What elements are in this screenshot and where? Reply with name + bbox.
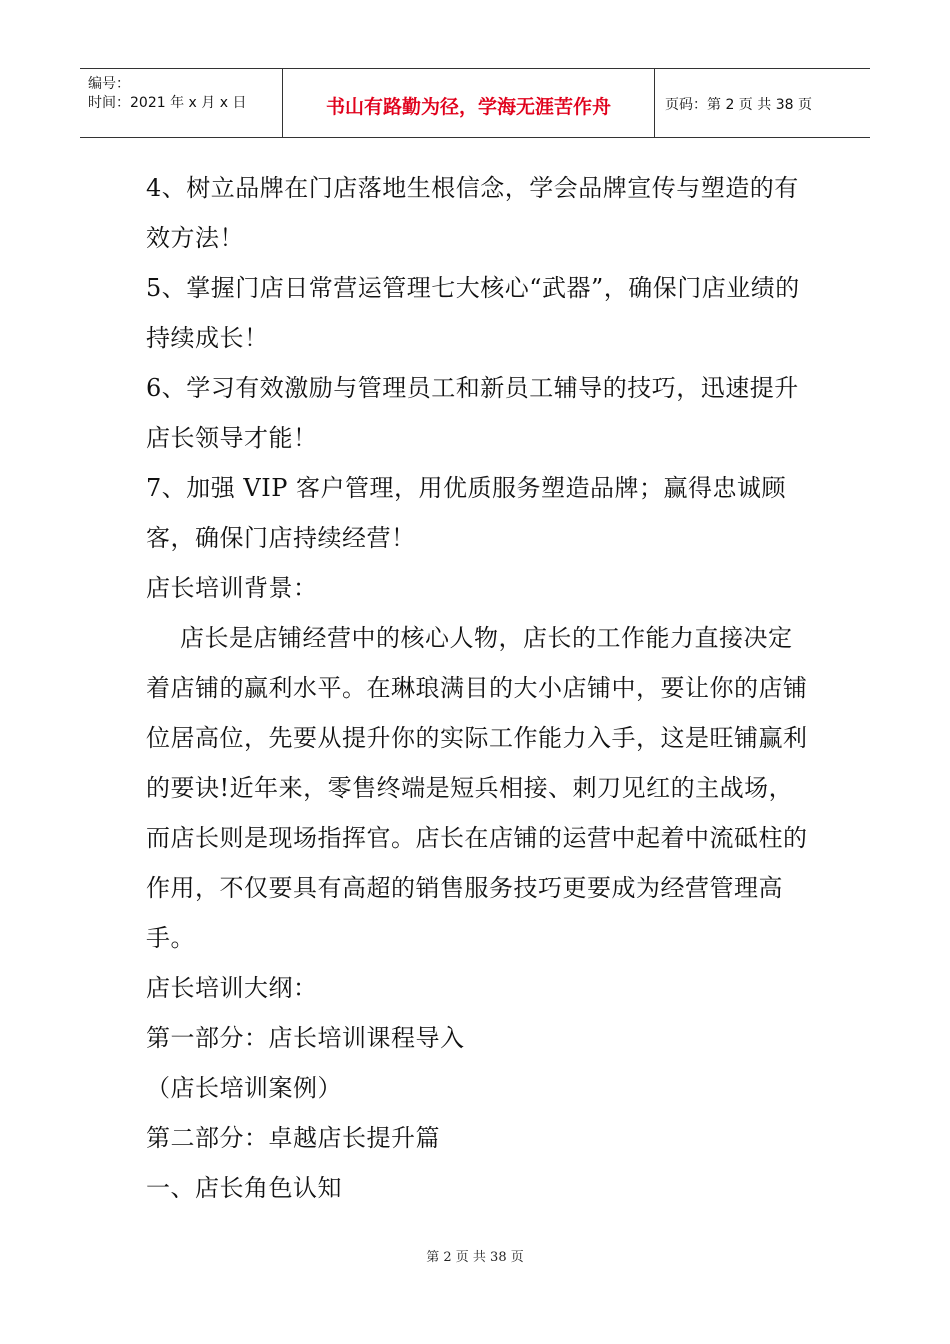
goal-item-4: 4、树立品牌在门店落地生根信念，学会品牌宣传与塑造的有效方法！	[146, 174, 799, 252]
outline-part-1-note: （店长培训案例）	[146, 1074, 342, 1102]
section-heading-background: 店长培训背景：	[146, 574, 318, 602]
header-meta	[80, 69, 283, 137]
document-number: 编号：	[88, 76, 130, 92]
page-header	[80, 68, 870, 138]
background-paragraph: 店长是店铺经营中的核心人物，店长的工作能力直接决定着店铺的赢利水平。在琳琅满目的大小店铺中，要让你的店铺位居高位，先要从提升你的实际工作能力入手，这是旺铺赢利的要诀!近年来，零售终端是短兵相接、刺刀见红的主战场，而店长则是现场指挥官。店长在店铺的运营中起着中流砥柱的作用，不仅要具有高超的销售服务技巧更要成为经营管理高手。	[146, 624, 808, 952]
document-time: 时间：2021 年 x 月 x 日	[88, 95, 247, 111]
section-heading-outline: 店长培训大纲：	[146, 974, 318, 1002]
document-body	[146, 163, 811, 1213]
outline-part-1: 第一部分：店长培训课程导入	[146, 1024, 465, 1052]
outline-part-2: 第二部分：卓越店长提升篇	[146, 1124, 440, 1152]
goal-item-5: 5、掌握门店日常营运管理七大核心“武器”，确保门店业绩的持续成长！	[146, 274, 800, 352]
page-footer: 第 2 页 共 38 页	[426, 1250, 524, 1265]
goal-item-6: 6、学习有效激励与管理员工和新员工辅导的技巧，迅速提升店长领导才能！	[146, 374, 799, 452]
outline-section-1: 一、店长角色认知	[146, 1174, 342, 1202]
goal-item-7: 7、加强 VIP 客户管理，用优质服务塑造品牌；赢得忠诚顾客，确保门店持续经营！	[146, 474, 786, 552]
header-motto: 书山有路勤为径，学海无涯苦作舟	[283, 69, 655, 137]
header-page-info: 页码：第 2 页 共 38 页	[665, 97, 812, 113]
